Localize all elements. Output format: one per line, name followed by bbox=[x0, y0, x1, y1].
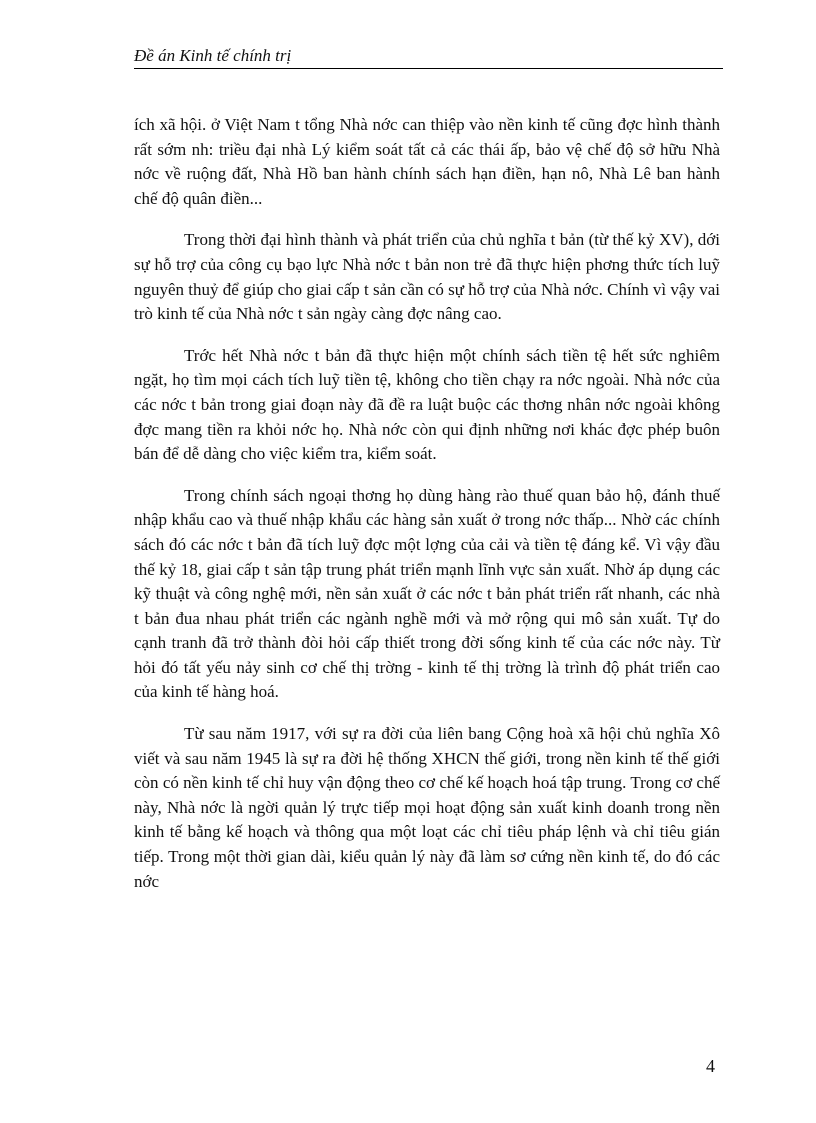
paragraph: Trong thời đại hình thành và phát triển của chủ nghĩa t bản (từ thế kỷ XV), dới sự hỗ trợ của công cụ bạo lực Nhà nớc t bản non trẻ đã thực hiện phơng thức tích luỹ nguyên thuỷ để giúp cho giai cấp t sản cần có sự hỗ trợ của Nhà nớc. Chính vì vậy vai trò kinh tế của Nhà nớc t sản ngày càng đợc nâng cao. bbox=[134, 230, 720, 324]
document-body bbox=[134, 113, 720, 911]
page-header: Đề án Kinh tế chính trị bbox=[134, 46, 723, 69]
paragraph: ích xã hội. ở Việt Nam t tổng Nhà nớc can thiệp vào nền kinh tế cũng đợc hình thành rất sớm nh: triều đại nhà Lý kiểm soát tất cả các thái ấp, bảo vệ chế độ sở hữu Nhà nớc về ruộng đất, Nhà Hồ ban hành chính sách hạn điền, hạn nô, Nhà Lê ban hành chế độ quân điền... bbox=[134, 115, 720, 208]
paragraph: Từ sau năm 1917, với sự ra đời của liên bang Cộng hoà xã hội chủ nghĩa Xô viết và sau năm 1945 là sự ra đời hệ thống XHCN thế giới, trong nền kinh tế thế giới còn có nền kinh tế chỉ huy vận động theo cơ chế kế hoạch hoá tập trung. Trong cơ chế này, Nhà nớc là ngời quản lý trực tiếp mọi hoạt động sản xuất kinh doanh trong nền kinh tế bằng kế hoạch và thông qua một loạt các chỉ tiêu pháp lệnh và chỉ tiêu gián tiếp. Trong một thời gian dài, kiểu quản lý này đã làm sơ cứng nền kinh tế, do đó các nớc bbox=[134, 724, 720, 891]
page-number: 4 bbox=[706, 1056, 715, 1076]
paragraph: Trong chính sách ngoại thơng họ dùng hàng rào thuế quan bảo hộ, đánh thuế nhập khẩu cao và thuế nhập khẩu các hàng sản xuất ở trong nớc thấp... Nhờ các chính sách đó các nớc t bản đã tích luỹ đợc một lợng của cải và tiền tệ đáng kể. Vì vậy đầu thế kỷ 18, giai cấp t sản tập trung phát triển mạnh lĩnh vực sản xuất. Nhờ áp dụng các kỹ thuật và công nghệ mới, nền sản xuất ở các nớc t bản phát triển rất nhanh, các nhà t bản đua nhau phát triển các ngành nghề mới và mở rộng qui mô sản xuất. Tự do cạnh tranh đã trở thành đòi hỏi cấp thiết trong đời sống kinh tế của các nớc này. Từ hỏi đó tất yếu nảy sinh cơ chế thị trờng - kinh tế thị trờng là trình độ phát triển cao của kinh tế hàng hoá. bbox=[134, 485, 720, 702]
paragraph: Trớc hết Nhà nớc t bản đã thực hiện một chính sách tiền tệ hết sức nghiêm ngặt, họ tìm mọi cách tích luỹ tiền tệ, không cho tiền chạy ra nớc ngoài. Nhà nớc của các nớc t bản trong giai đoạn này đã đề ra luật buộc các thơng nhân nớc ngoài không đợc mang tiền ra khỏi nớc họ. Nhà nớc còn qui định những nơi khác đợc phép buôn bán để dễ dàng cho việc kiểm tra, kiểm soát. bbox=[134, 345, 720, 464]
